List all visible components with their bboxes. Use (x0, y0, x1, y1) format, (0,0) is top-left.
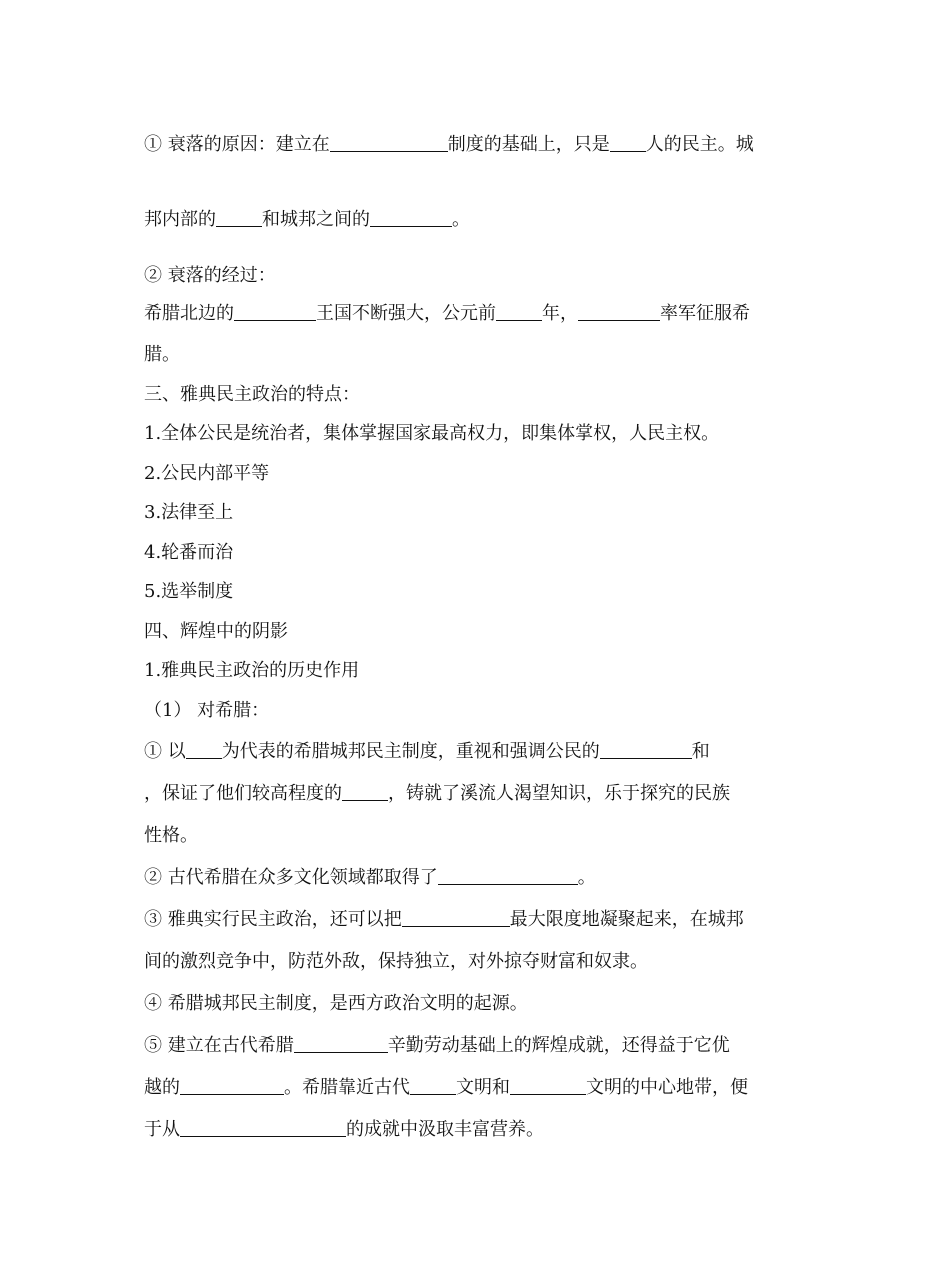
fill-blank (180, 1116, 346, 1137)
text-line: ⑤ 建立在古代希腊 辛勤劳动基础上的辉煌成就，还得益于它优 (144, 1032, 824, 1060)
fill-blank (330, 131, 448, 152)
text-line: ② 古代希腊在众多文化领域都取得了 。 (144, 864, 824, 892)
fill-blank (610, 131, 646, 152)
section-heading: 三、雅典民主政治的特点： (144, 384, 360, 405)
fill-blank (438, 864, 578, 885)
fill-blank (510, 1074, 586, 1095)
text-line: 于从 的成就中汲取丰富营养。 (144, 1116, 824, 1144)
fill-blank (402, 906, 510, 927)
section-heading: ② 衰落的经过： (144, 265, 276, 286)
fill-blank (578, 300, 660, 321)
text-line: 希腊北边的 王国不断强大，公元前 年， 率军征服希 (144, 300, 824, 328)
list-item: 4.轮番而治 (144, 542, 234, 563)
text-line: ① 以 为代表的希腊城邦民主制度，重视和强调公民的 和 (144, 738, 824, 766)
text-line: 腊。 (144, 344, 180, 365)
list-item: 2.公民内部平等 (144, 463, 270, 484)
text-line: ③ 雅典实行民主政治，还可以把 最大限度地凝聚起来，在城邦 (144, 906, 824, 934)
fill-blank (496, 300, 542, 321)
text-line: 邦内部的 和城邦之间的 。 (144, 206, 824, 234)
fill-blank (216, 206, 262, 227)
fill-blank (180, 1074, 284, 1095)
fill-blank (342, 780, 388, 801)
text-line: ，保证了他们较高程度的 ，铸就了溪流人渴望知识，乐于探究的民族 (144, 780, 824, 808)
list-item: 5.选举制度 (144, 581, 234, 602)
fill-blank (234, 300, 316, 321)
text-line: ① 衰落的原因：建立在 制度的基础上，只是 人的民主。城 (144, 131, 824, 159)
list-item: 3.法律至上 (144, 502, 234, 523)
subsection-heading: （1） 对希腊： (144, 700, 270, 721)
fill-blank (186, 738, 222, 759)
section-heading: 四、辉煌中的阴影 (144, 621, 288, 642)
fill-blank (600, 738, 692, 759)
list-item: 1.全体公民是统治者，集体掌握国家最高权力，即集体掌权，人民主权。 (144, 423, 720, 444)
text-line: 越的 。希腊靠近古代 文明和 文明的中心地带，便 (144, 1074, 824, 1102)
text-line: 间的激烈竞争中，防范外敌，保持独立，对外掠夺财富和奴隶。 (144, 951, 648, 972)
text-line: 性格。 (144, 825, 198, 846)
fill-blank (370, 206, 452, 227)
text-line: ④ 希腊城邦民主制度，是西方政治文明的起源。 (144, 993, 528, 1014)
fill-blank (410, 1074, 456, 1095)
fill-blank (294, 1032, 388, 1053)
subsection-heading: 1.雅典民主政治的历史作用 (144, 660, 360, 681)
